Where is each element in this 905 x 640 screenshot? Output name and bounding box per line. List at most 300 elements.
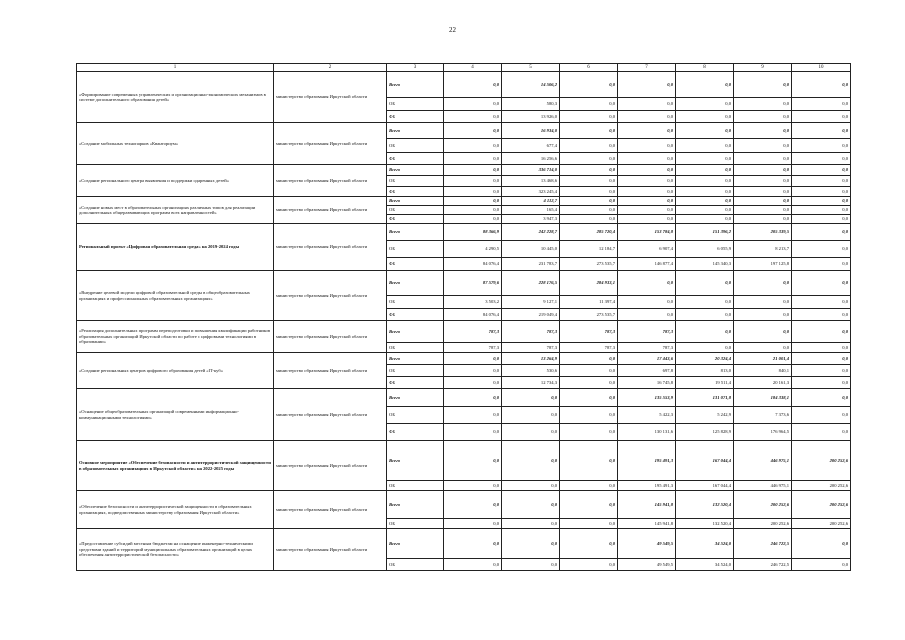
amount-cell: 530,6 xyxy=(502,365,560,377)
amount-cell: 0,0 xyxy=(792,377,851,389)
amount-cell: 0,0 xyxy=(560,424,618,441)
amount-cell: 787,3 xyxy=(618,343,676,353)
amount-cell: 0,0 xyxy=(560,529,618,559)
amount-cell: 0,0 xyxy=(560,72,618,98)
amount-cell: 0,0 xyxy=(444,123,502,139)
funding-source: Всего xyxy=(387,321,444,343)
amount-cell: 0,0 xyxy=(676,197,734,206)
amount-cell: 284 933,1 xyxy=(560,271,618,296)
amount-cell: 677,4 xyxy=(502,139,560,153)
amount-cell: 132 520,4 xyxy=(676,491,734,519)
amount-cell: 6 907,4 xyxy=(618,241,676,258)
amount-cell: 0,0 xyxy=(502,389,560,407)
amount-cell: 0,0 xyxy=(502,529,560,559)
table-row xyxy=(77,72,851,98)
amount-cell: 0,0 xyxy=(792,197,851,206)
amount-cell: 0,0 xyxy=(502,559,560,571)
amount-cell: 0,0 xyxy=(444,187,502,197)
amount-cell: 0,0 xyxy=(444,377,502,389)
amount-cell: 0,0 xyxy=(734,206,792,215)
amount-cell: 12 734,3 xyxy=(502,377,560,389)
amount-cell: 200 252,6 xyxy=(792,519,851,529)
amount-cell: 787,3 xyxy=(444,321,502,343)
funding-source: ОБ xyxy=(387,139,444,153)
amount-cell: 4 290,5 xyxy=(444,241,502,258)
amount-cell: 14 506,2 xyxy=(502,72,560,98)
amount-cell: 0,0 xyxy=(444,98,502,111)
amount-cell: 0,0 xyxy=(792,343,851,353)
column-header: 9 xyxy=(734,64,792,72)
amount-cell: 0,0 xyxy=(444,153,502,165)
amount-cell: 0,0 xyxy=(676,165,734,176)
amount-cell: 0,0 xyxy=(792,321,851,343)
table-body xyxy=(77,72,851,571)
amount-cell: 184 338,1 xyxy=(734,389,792,407)
amount-cell: 336 714,0 xyxy=(502,165,560,176)
funding-source: Всего xyxy=(387,224,444,241)
amount-cell: 0,0 xyxy=(734,197,792,206)
amount-cell: 285 720,4 xyxy=(560,224,618,241)
amount-cell: 0,0 xyxy=(676,176,734,187)
amount-cell: 0,0 xyxy=(734,111,792,123)
amount-cell: 167 044,4 xyxy=(676,481,734,491)
amount-cell: 200 252,6 xyxy=(792,481,851,491)
amount-cell: 0,0 xyxy=(676,215,734,224)
amount-cell: 0,0 xyxy=(502,519,560,529)
amount-cell: 0,0 xyxy=(792,98,851,111)
amount-cell: 0,0 xyxy=(618,271,676,296)
amount-cell: 0,0 xyxy=(444,139,502,153)
amount-cell: 16 934,0 xyxy=(502,123,560,139)
amount-cell: 0,0 xyxy=(502,407,560,424)
amount-cell: 0,0 xyxy=(560,165,618,176)
amount-cell: 195 491,3 xyxy=(618,441,676,481)
amount-cell: 197 125,8 xyxy=(734,258,792,271)
funding-source: ОБ xyxy=(387,343,444,353)
amount-cell: 0,0 xyxy=(792,407,851,424)
amount-cell: 446 975,1 xyxy=(734,481,792,491)
measure-name: «Создание региональных центров цифрового образования детей «IT-куб» xyxy=(77,353,274,389)
amount-cell: 0,0 xyxy=(618,72,676,98)
amount-cell: 0,0 xyxy=(618,215,676,224)
amount-cell: 0,0 xyxy=(618,187,676,197)
amount-cell: 0,0 xyxy=(734,321,792,343)
amount-cell: 12 184,7 xyxy=(560,241,618,258)
amount-cell: 0,0 xyxy=(560,365,618,377)
funding-source: ОБ xyxy=(387,98,444,111)
amount-cell: 0,0 xyxy=(676,98,734,111)
amount-cell: 0,0 xyxy=(444,72,502,98)
amount-cell: 0,0 xyxy=(444,353,502,365)
amount-cell: 0,0 xyxy=(734,153,792,165)
amount-cell: 0,0 xyxy=(560,98,618,111)
amount-cell: 787,3 xyxy=(444,343,502,353)
amount-cell: 0,0 xyxy=(792,224,851,241)
executor: министерство образования Иркутской области xyxy=(274,224,387,271)
amount-cell: 19 511,4 xyxy=(676,377,734,389)
amount-cell: 0,0 xyxy=(618,309,676,321)
funding-source: ОБ xyxy=(387,241,444,258)
amount-cell: 13 264,9 xyxy=(502,353,560,365)
amount-cell: 0,0 xyxy=(618,153,676,165)
amount-cell: 0,0 xyxy=(792,206,851,215)
funding-source: ОБ xyxy=(387,206,444,215)
amount-cell: 0,0 xyxy=(792,309,851,321)
amount-cell: 0,0 xyxy=(792,271,851,296)
measure-name: «Формирование современных управленческих и организационно-экономических механизмов в системе дополнительного образования детей» xyxy=(77,72,274,123)
amount-cell: 787,3 xyxy=(502,343,560,353)
amount-cell: 0,0 xyxy=(734,176,792,187)
amount-cell: 0,0 xyxy=(444,491,502,519)
amount-cell: 0,0 xyxy=(560,197,618,206)
amount-cell: 0,0 xyxy=(618,197,676,206)
measure-name: «Создание новых мест в образовательных организациях различных типов для реализации дополнительных общеразвивающих программ всех направленностей» xyxy=(77,197,274,224)
executor: министерство образования Иркутской области xyxy=(274,529,387,571)
amount-cell: 0,0 xyxy=(792,176,851,187)
amount-cell: 0,0 xyxy=(734,215,792,224)
funding-source: Всего xyxy=(387,491,444,519)
table-row xyxy=(77,123,851,139)
funding-source: ОБ xyxy=(387,407,444,424)
page-number: 22 xyxy=(449,26,456,34)
amount-cell: 0,0 xyxy=(444,529,502,559)
amount-cell: 3 947,3 xyxy=(502,215,560,224)
funding-source: ОБ xyxy=(387,559,444,571)
executor: министерство образования Иркутской области xyxy=(274,165,387,197)
amount-cell: 0,0 xyxy=(792,153,851,165)
measure-name: «Оснащение общеобразовательных организаций современными информационно-коммуникационными технологиями» xyxy=(77,389,274,441)
funding-source: Всего xyxy=(387,123,444,139)
funding-source: ФБ xyxy=(387,111,444,123)
amount-cell: 0,0 xyxy=(560,139,618,153)
amount-cell: 0,0 xyxy=(444,165,502,176)
amount-cell: 0,0 xyxy=(444,197,502,206)
amount-cell: 0,0 xyxy=(502,481,560,491)
amount-cell: 0,0 xyxy=(676,111,734,123)
amount-cell: 0,0 xyxy=(502,424,560,441)
amount-cell: 242 228,7 xyxy=(502,224,560,241)
amount-cell: 0,0 xyxy=(792,559,851,571)
funding-source: ОБ xyxy=(387,296,444,309)
amount-cell: 0,0 xyxy=(560,559,618,571)
amount-cell: 0,0 xyxy=(792,72,851,98)
executor: министерство образования Иркутской области xyxy=(274,491,387,529)
amount-cell: 88 366,9 xyxy=(444,224,502,241)
amount-cell: 145 941,8 xyxy=(618,491,676,519)
amount-cell: 145 941,8 xyxy=(618,519,676,529)
amount-cell: 135 553,9 xyxy=(618,389,676,407)
funding-source: ФБ xyxy=(387,215,444,224)
header-row xyxy=(77,64,851,72)
amount-cell: 0,0 xyxy=(792,187,851,197)
column-header: 3 xyxy=(387,64,444,72)
measure-name: «Создание регионального центра выявления и поддержки одаренных детей» xyxy=(77,165,274,197)
amount-cell: 0,0 xyxy=(618,98,676,111)
amount-cell: 0,0 xyxy=(618,139,676,153)
amount-cell: 273 535,7 xyxy=(560,309,618,321)
executor: министерство образования Иркутской области xyxy=(274,321,387,353)
amount-cell: 0,0 xyxy=(676,296,734,309)
amount-cell: 200 252,6 xyxy=(792,491,851,519)
amount-cell: 125 828,9 xyxy=(676,424,734,441)
amount-cell: 0,0 xyxy=(444,481,502,491)
amount-cell: 0,0 xyxy=(676,139,734,153)
funding-source: Всего xyxy=(387,271,444,296)
funding-source: Всего xyxy=(387,353,444,365)
amount-cell: 0,0 xyxy=(792,258,851,271)
amount-cell: 246 722,5 xyxy=(734,559,792,571)
amount-cell: 34 524,0 xyxy=(676,559,734,571)
amount-cell: 130 131,6 xyxy=(618,424,676,441)
amount-cell: 84 076,4 xyxy=(444,309,502,321)
amount-cell: 0,0 xyxy=(792,165,851,176)
amount-cell: 0,0 xyxy=(560,389,618,407)
amount-cell: 273 535,7 xyxy=(560,258,618,271)
amount-cell: 0,0 xyxy=(792,353,851,365)
amount-cell: 0,0 xyxy=(444,559,502,571)
amount-cell: 0,0 xyxy=(792,123,851,139)
amount-cell: 16 745,8 xyxy=(618,377,676,389)
amount-cell: 0,0 xyxy=(734,187,792,197)
amount-cell: 0,0 xyxy=(560,407,618,424)
funding-source: Всего xyxy=(387,529,444,559)
measure-name: «Предоставление субсидий местным бюджетам на оснащение инженерно-техническими средствами зданий и территорий муниципальных образовательных организаций в целях обеспечения антитеррористической безопасности» xyxy=(77,529,274,571)
amount-cell: 228 176,5 xyxy=(502,271,560,296)
amount-cell: 0,0 xyxy=(792,365,851,377)
table-row xyxy=(77,224,851,241)
budget-table xyxy=(76,63,851,571)
table-row xyxy=(77,165,851,176)
table-row xyxy=(77,441,851,481)
column-header: 7 xyxy=(618,64,676,72)
funding-source: Всего xyxy=(387,389,444,407)
amount-cell: 0,0 xyxy=(734,296,792,309)
column-header: 1 xyxy=(77,64,274,72)
amount-cell: 132 520,4 xyxy=(676,519,734,529)
amount-cell: 146 877,4 xyxy=(618,258,676,271)
amount-cell: 49 549,5 xyxy=(618,529,676,559)
amount-cell: 167 044,4 xyxy=(676,441,734,481)
funding-source: ФБ xyxy=(387,424,444,441)
executor: министерство образования Иркутской области xyxy=(274,353,387,389)
funding-source: ФБ xyxy=(387,153,444,165)
amount-cell: 0,0 xyxy=(734,309,792,321)
amount-cell: 13 926,0 xyxy=(502,111,560,123)
amount-cell: 20 324,4 xyxy=(676,353,734,365)
amount-cell: 0,0 xyxy=(444,441,502,481)
column-header: 8 xyxy=(676,64,734,72)
amount-cell: 0,0 xyxy=(560,519,618,529)
table-row xyxy=(77,389,851,407)
amount-cell: 131 071,8 xyxy=(676,389,734,407)
amount-cell: 0,0 xyxy=(444,215,502,224)
amount-cell: 3 503,2 xyxy=(444,296,502,309)
amount-cell: 0,0 xyxy=(560,441,618,481)
amount-cell: 0,0 xyxy=(676,309,734,321)
amount-cell: 0,0 xyxy=(792,111,851,123)
measure-name: Основное мероприятие «Обеспечение безопасности и антитеррористической защищенности в образовательных организациях в Иркутской области» на 2022-2025 годы xyxy=(77,441,274,491)
table-row xyxy=(77,353,851,365)
amount-cell: 0,0 xyxy=(792,215,851,224)
funding-source: ОБ xyxy=(387,365,444,377)
amount-cell: 11 397,4 xyxy=(560,296,618,309)
funding-source: ОБ xyxy=(387,176,444,187)
amount-cell: 49 549,5 xyxy=(618,559,676,571)
amount-cell: 145 340,3 xyxy=(676,258,734,271)
table-row xyxy=(77,321,851,343)
amount-cell: 0,0 xyxy=(444,206,502,215)
amount-cell: 165,4 xyxy=(502,206,560,215)
amount-cell: 153 784,8 xyxy=(618,224,676,241)
measure-name: «Создание мобильных технопарков «Кванториум» xyxy=(77,123,274,165)
amount-cell: 0,0 xyxy=(444,365,502,377)
amount-cell: 0,0 xyxy=(676,123,734,139)
amount-cell: 0,0 xyxy=(560,491,618,519)
amount-cell: 176 964,5 xyxy=(734,424,792,441)
table-row xyxy=(77,197,851,206)
amount-cell: 0,0 xyxy=(792,241,851,258)
amount-cell: 0,0 xyxy=(676,206,734,215)
amount-cell: 787,3 xyxy=(502,321,560,343)
amount-cell: 0,0 xyxy=(444,519,502,529)
amount-cell: 0,0 xyxy=(734,123,792,139)
amount-cell: 0,0 xyxy=(676,343,734,353)
amount-cell: 5 242,9 xyxy=(676,407,734,424)
executor: министерство образования Иркутской области xyxy=(274,441,387,491)
column-header: 4 xyxy=(444,64,502,72)
amount-cell: 0,0 xyxy=(502,491,560,519)
funding-source: Всего xyxy=(387,165,444,176)
amount-cell: 0,0 xyxy=(444,424,502,441)
amount-cell: 200 252,6 xyxy=(734,519,792,529)
amount-cell: 0,0 xyxy=(734,98,792,111)
amount-cell: 0,0 xyxy=(792,389,851,407)
amount-cell: 787,3 xyxy=(560,321,618,343)
amount-cell: 0,0 xyxy=(560,111,618,123)
amount-cell: 0,0 xyxy=(444,389,502,407)
column-header: 5 xyxy=(502,64,560,72)
amount-cell: 0,0 xyxy=(676,271,734,296)
amount-cell: 10 445,0 xyxy=(502,241,560,258)
amount-cell: 0,0 xyxy=(618,176,676,187)
amount-cell: 787,3 xyxy=(618,321,676,343)
amount-cell: 87 579,6 xyxy=(444,271,502,296)
amount-cell: 0,0 xyxy=(502,441,560,481)
funding-source: Всего xyxy=(387,72,444,98)
amount-cell: 0,0 xyxy=(444,111,502,123)
executor: министерство образования Иркутской области xyxy=(274,389,387,441)
amount-cell: 0,0 xyxy=(792,529,851,559)
executor: министерство образования Иркутской области xyxy=(274,271,387,321)
funding-source: ФБ xyxy=(387,309,444,321)
executor: министерство образования Иркутской области xyxy=(274,123,387,165)
amount-cell: 0,0 xyxy=(560,153,618,165)
measure-name: Региональный проект «Цифровая образовательная среда» на 2019-2024 годы xyxy=(77,224,274,271)
amount-cell: 7 373,6 xyxy=(734,407,792,424)
measure-name: «Обеспечение безопасности и антитеррористической защищенности в образовательных организациях, подведомственных министерству образования Иркутской области» xyxy=(77,491,274,529)
amount-cell: 813,0 xyxy=(676,365,734,377)
amount-cell: 0,0 xyxy=(676,153,734,165)
column-header: 2 xyxy=(274,64,387,72)
amount-cell: 0,0 xyxy=(560,215,618,224)
amount-cell: 0,0 xyxy=(560,123,618,139)
amount-cell: 840,1 xyxy=(734,365,792,377)
column-header: 6 xyxy=(560,64,618,72)
amount-cell: 4 112,7 xyxy=(502,197,560,206)
amount-cell: 0,0 xyxy=(618,296,676,309)
amount-cell: 787,3 xyxy=(560,343,618,353)
amount-cell: 0,0 xyxy=(734,165,792,176)
amount-cell: 246 722,5 xyxy=(734,529,792,559)
amount-cell: 200 252,6 xyxy=(734,491,792,519)
measure-name: «Реализация дополнительных программ переподготовки и повышения квалификации работников образовательных организаций Иркутской области по работе с цифровыми технологиями в образовании» xyxy=(77,321,274,353)
amount-cell: 0,0 xyxy=(444,407,502,424)
amount-cell: 0,0 xyxy=(560,176,618,187)
funding-source: Всего xyxy=(387,197,444,206)
amount-cell: 446 975,1 xyxy=(734,441,792,481)
amount-cell: 34 524,0 xyxy=(676,529,734,559)
amount-cell: 195 491,3 xyxy=(618,481,676,491)
amount-cell: 0,0 xyxy=(734,343,792,353)
amount-cell: 0,0 xyxy=(560,377,618,389)
amount-cell: 0,0 xyxy=(792,296,851,309)
amount-cell: 0,0 xyxy=(734,72,792,98)
amount-cell: 21 001,4 xyxy=(734,353,792,365)
amount-cell: 0,0 xyxy=(792,424,851,441)
amount-cell: 6 055,9 xyxy=(676,241,734,258)
amount-cell: 8 213,7 xyxy=(734,241,792,258)
amount-cell: 0,0 xyxy=(734,271,792,296)
amount-cell: 13 468,6 xyxy=(502,176,560,187)
amount-cell: 20 161,3 xyxy=(734,377,792,389)
amount-cell: 580,3 xyxy=(502,98,560,111)
amount-cell: 697,8 xyxy=(618,365,676,377)
amount-cell: 0,0 xyxy=(676,72,734,98)
funding-source: ОБ xyxy=(387,519,444,529)
amount-cell: 16 256,6 xyxy=(502,153,560,165)
amount-cell: 219 049,4 xyxy=(502,309,560,321)
column-header: 10 xyxy=(792,64,851,72)
amount-cell: 231 783,7 xyxy=(502,258,560,271)
amount-cell: 200 252,6 xyxy=(792,441,851,481)
table-row xyxy=(77,529,851,559)
amount-cell: 0,0 xyxy=(560,353,618,365)
amount-cell: 0,0 xyxy=(618,111,676,123)
amount-cell: 0,0 xyxy=(676,187,734,197)
amount-cell: 0,0 xyxy=(676,321,734,343)
amount-cell: 84 076,4 xyxy=(444,258,502,271)
amount-cell: 0,0 xyxy=(618,123,676,139)
table-row xyxy=(77,271,851,296)
amount-cell: 5 422,3 xyxy=(618,407,676,424)
amount-cell: 205 339,5 xyxy=(734,224,792,241)
amount-cell: 0,0 xyxy=(560,481,618,491)
measure-name: «Внедрение целевой модели цифровой образовательной среды в общеобразовательных организациях и профессиональных образовательных организациях» xyxy=(77,271,274,321)
funding-source: ОБ xyxy=(387,481,444,491)
funding-source: ФБ xyxy=(387,258,444,271)
funding-source: Всего xyxy=(387,441,444,481)
amount-cell: 0,0 xyxy=(560,206,618,215)
amount-cell: 0,0 xyxy=(618,206,676,215)
amount-cell: 0,0 xyxy=(792,139,851,153)
amount-cell: 151 396,2 xyxy=(676,224,734,241)
amount-cell: 17 443,6 xyxy=(618,353,676,365)
funding-source: ФБ xyxy=(387,377,444,389)
amount-cell: 0,0 xyxy=(560,187,618,197)
amount-cell: 0,0 xyxy=(618,165,676,176)
amount-cell: 9 127,1 xyxy=(502,296,560,309)
amount-cell: 323 245,4 xyxy=(502,187,560,197)
